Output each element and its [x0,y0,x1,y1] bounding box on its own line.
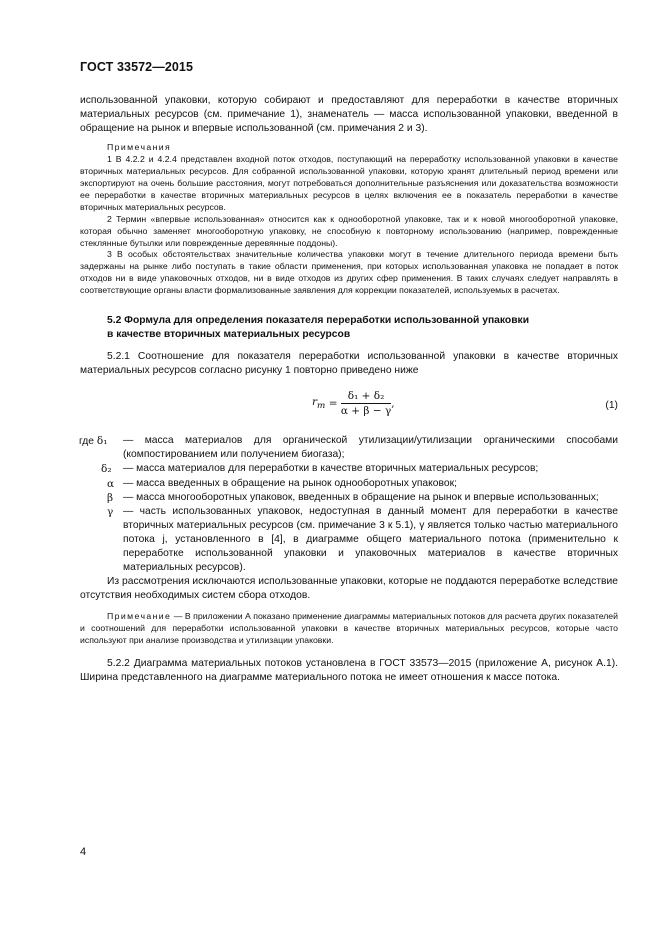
definition-item [80,491,618,505]
formula-fraction [341,390,391,417]
page-content [80,94,618,685]
formula-row [80,384,618,430]
definition-symbol: δ₁ [96,435,108,448]
formula-lhs: $r_m$ [312,396,326,412]
note-label: Примечание [107,611,172,622]
formula-denominator: α + β − γ [340,405,392,418]
notes-title: Примечания [107,142,172,153]
definition-text: — масса материалов для органической утилизации/утилизации органическими способами (компостированием или получением биогаза); [123,435,618,461]
section-heading-line: 5.2 Формула для определения показателя переработки использованной упаковки [107,315,530,327]
formula [312,390,395,417]
definition-text: — часть использованных упаковок, недоступная в данный момент для переработки в качестве вторичных материальных ресурсов (см. примечание 3 к 5.1), γ является только частью материального потока j, установленного в [4], в диаграмме общего материального потока (применительно к переработке использованной упаковки и упаковочных материалов в качестве вторичных материальных ресурсов). [123,505,618,574]
standard-code-header: ГОСТ 33572—2015 [80,60,194,74]
formula-numerator: δ₁ + δ₂ [341,390,391,404]
intro-paragraph: использованной упаковки, которую собирают и предоставляют для переработки в качестве вторичных материальных ресурсов (см. примечание 1), знаменатель — масса использованной упаковки, введенной в обращение на рынок и впервые использованной (см. примечания 2 и 3). [80,95,618,135]
definition-symbol: α [107,477,115,490]
definition-text: — масса многооборотных упаковок, введенных в обращение на рынок и впервые использованных; [123,491,599,503]
section-heading-line: в качестве вторичных материальных ресурсов [107,329,351,341]
note-item: 3 В особых обстоятельствах значительные количества упаковки могут в течение длительного периода времени быть задержаны на рынке либо поступать в такие области применения, при которых использованная упаковка не попадает в поток отходов ни в виде упаковочных отходов, ни в виде отходов из других сфер применения. В таких случаях следует направлять в соответствующие органы власти формализованные заявления для коррекции показателей, используемых в расчетах. [80,249,618,296]
formula-number: (1) [605,400,618,412]
definitions-list [80,434,618,575]
exclusion-paragraph: Из рассмотрения исключаются использованные упаковки, которые не поддаются переработке вследствие отсутствия необходимых систем сбора отходов. [80,576,618,602]
paragraph-5-2-1: 5.2.1 Соотношение для показателя переработки использованной упаковки в качестве вторичных материальных ресурсов согласно рисунку 1 повторно приведено ниже [80,351,618,377]
definition-text: — масса введенных в обращение на рынок однооборотных упаковок; [123,477,457,489]
note-paragraph [80,611,618,647]
formula-equals: = [328,397,338,410]
note-item: 1 В 4.2.2 и 4.2.4 представлен входной поток отходов, поступающий на переработку использованной упаковки в качестве вторичных материальных ресурсов. Для собранной использованной упаковки, которую хранят длительный период времени или экспортируют на очень большие расстояния, могут потребоваться дополнительные разъяснения или доказательства возможности ее переработки в качестве вторичных материальных ресурсов в целях включения ее в показатель переработки в качестве вторичных материальных ресурсов. [80,154,618,212]
note-item: 2 Термин «впервые использованная» относится как к однооборотной упаковке, так и к новой многооборотной упаковке, которая обычно заменяет многооборотную упаковку, не способную к повторному использованию (например, поврежденные стеклянные бутылки или поврежденные деревянные поддоны). [80,213,618,248]
definition-item [80,505,618,575]
definition-item [80,477,618,491]
definition-symbol: β [107,491,114,504]
definition-item [80,434,618,462]
definition-item [80,462,618,476]
note-text: — В приложении А показано применение диаграммы материальных потоков для расчета других показателей и соотношений для переработки использованной упаковки в качестве вторичных материальных ресурсов, которые часто используют при анализе производства и утилизации упаковки. [80,611,618,646]
formula-trail: , [391,397,395,410]
page-number: 4 [80,846,87,858]
paragraph-5-2-2: 5.2.2 Диаграмма материальных потоков установлена в ГОСТ 33573—2015 (приложение А, рисунок А.1). Ширина представленного на диаграмме материального потока не имеет отношения к массе потока. [80,658,618,684]
section-heading [80,314,618,342]
definition-text: — масса материалов для переработки в качестве вторичных материальных ресурсов; [123,463,539,475]
definition-symbol: γ [107,505,114,518]
where-label: где [79,436,95,448]
definition-symbol: δ₂ [101,463,112,476]
